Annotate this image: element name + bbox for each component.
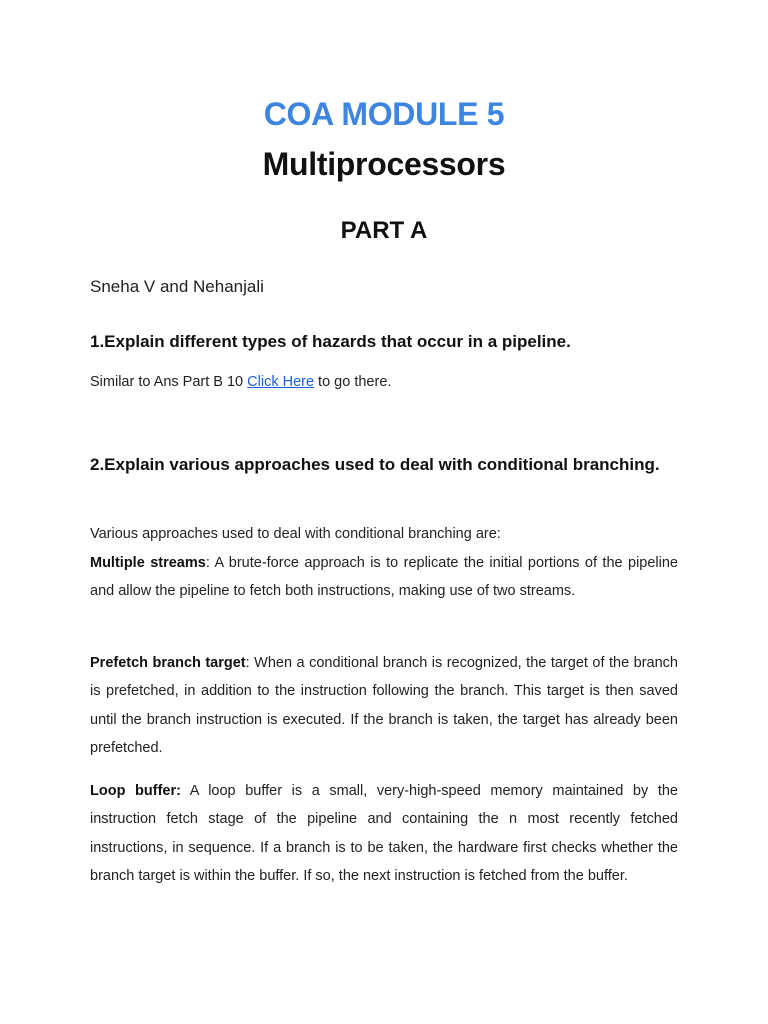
answer-prefix: Similar to Ans Part B 10 xyxy=(90,374,248,390)
answer-suffix: to go there. xyxy=(314,374,392,390)
part-title: PART A xyxy=(340,217,428,244)
approach-text: : A brute-force approach is to replicate the initial portions of the pipeline and allow the pipeline to fetch both instructions, making use of two streams. xyxy=(90,555,678,600)
module-title: COA MODULE 5 xyxy=(263,96,505,132)
approach-term: Multiple streams xyxy=(90,555,206,571)
question-1: 1.Explain different types of hazards that occur in a pipeline. xyxy=(90,332,571,351)
click-here-link[interactable]: Click Here xyxy=(247,374,315,390)
approach-prefetch-branch-target xyxy=(90,649,678,762)
question-2: 2.Explain various approaches used to deal with conditional branching. xyxy=(90,455,660,474)
question-1-answer xyxy=(90,368,678,396)
subject-title: Multiprocessors xyxy=(262,146,506,182)
authors: Sneha V and Nehanjali xyxy=(90,277,264,296)
question-2-intro: Various approaches used to deal with conditional branching are: xyxy=(90,526,501,542)
approach-multiple-streams xyxy=(90,549,678,606)
approach-text: A loop buffer is a small, very-high-speed memory maintained by the instruction fetch stage of the pipeline and containing the n most recently fetched instructions, in sequence. If a branch is to be taken, the hardware first checks whether the branch target is within the buffer. If so, the next instruction is fetched from the buffer. xyxy=(90,783,678,884)
approach-term: Prefetch branch target xyxy=(90,655,246,671)
approach-text: : When a conditional branch is recognized, the target of the branch is prefetched, in addition to the instruction following the branch. This target is then saved until the branch instruction is executed. If the branch is taken, the target has already been prefetched. xyxy=(90,655,678,756)
approach-loop-buffer xyxy=(90,777,678,890)
approach-term: Loop buffer: xyxy=(90,783,181,799)
